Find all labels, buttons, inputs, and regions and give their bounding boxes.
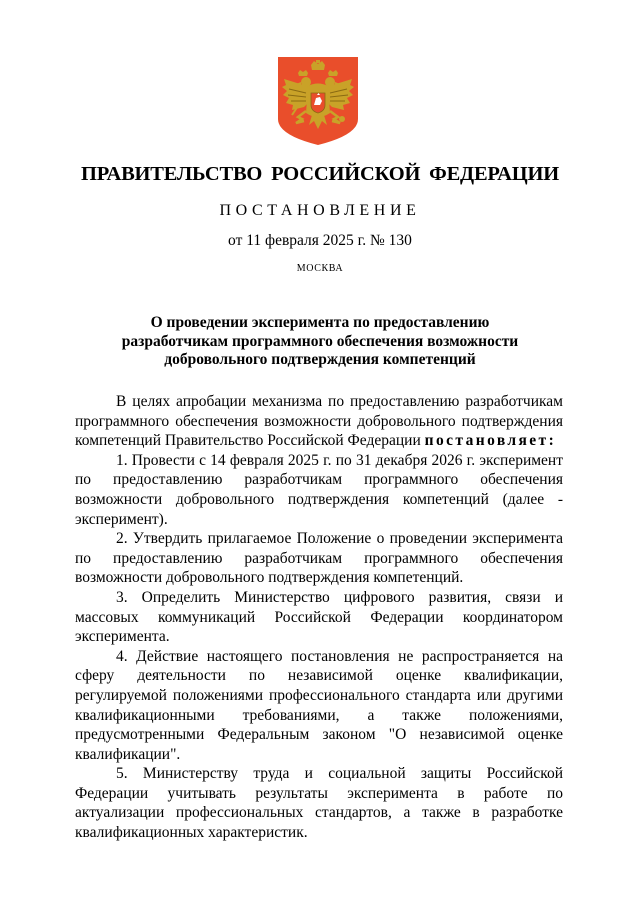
document-date-number: от 11 февраля 2025 г. № 130 bbox=[228, 232, 412, 249]
clause-paragraph: 3. Определить Министерство цифрового развития, связи и массовых коммуникаций Российской Федерации координатором эксперимента. bbox=[75, 588, 563, 646]
clause-paragraph: 5. Министерству труда и социальной защиты Российской Федерации учитывать результаты эксперимента в работе по актуализации профессиональных стандартов, а также в разработке квалификационных характеристик. bbox=[75, 765, 563, 842]
document-subject bbox=[80, 314, 560, 370]
subject-line: разработчикам программного обеспечения возможности bbox=[121, 332, 519, 350]
government-title: ПРАВИТЕЛЬСТВО РОССИЙСКОЙ ФЕДЕРАЦИИ bbox=[81, 163, 559, 185]
preamble-paragraph bbox=[75, 392, 563, 451]
russian-coat-of-arms-icon bbox=[276, 55, 360, 147]
decree-word: постановляет: bbox=[424, 432, 557, 450]
document-type: ПОСТАНОВЛЕНИЕ bbox=[219, 202, 421, 219]
clause-paragraph: 2. Утвердить прилагаемое Положение о проведении эксперимента по предоставлению разработчикам программного обеспечения возможности добровольного подтверждения компетенций. bbox=[75, 530, 563, 587]
clause-paragraph: 4. Действие настоящего постановления не распространяется на сферу деятельности по независимой оценке квалификации, регулируемой положениями профессионального стандарта или другими квалификационными требованиями, а также положениями, предусмотренными Федеральным законом "О независимой оценке квалификации". bbox=[75, 647, 563, 763]
document-body bbox=[75, 392, 563, 843]
subject-line: добровольного подтверждения компетенций bbox=[164, 351, 476, 368]
subject-line: О проведении эксперимента по предоставлению bbox=[150, 314, 490, 331]
clause-paragraph: 1. Провести с 14 февраля 2025 г. по 31 декабря 2026 г. эксперимент по предоставлению разработчикам программного обеспечения возможности добровольного подтверждения компетенций (далее - эксперимент). bbox=[75, 451, 563, 528]
preamble-text: В целях апробации механизма по предоставлению разработчикам программного обеспечения возможности добровольного подтверждения компетенций Правительство Российской Федерации bbox=[75, 393, 563, 450]
document-place: МОСКВА bbox=[296, 263, 344, 274]
